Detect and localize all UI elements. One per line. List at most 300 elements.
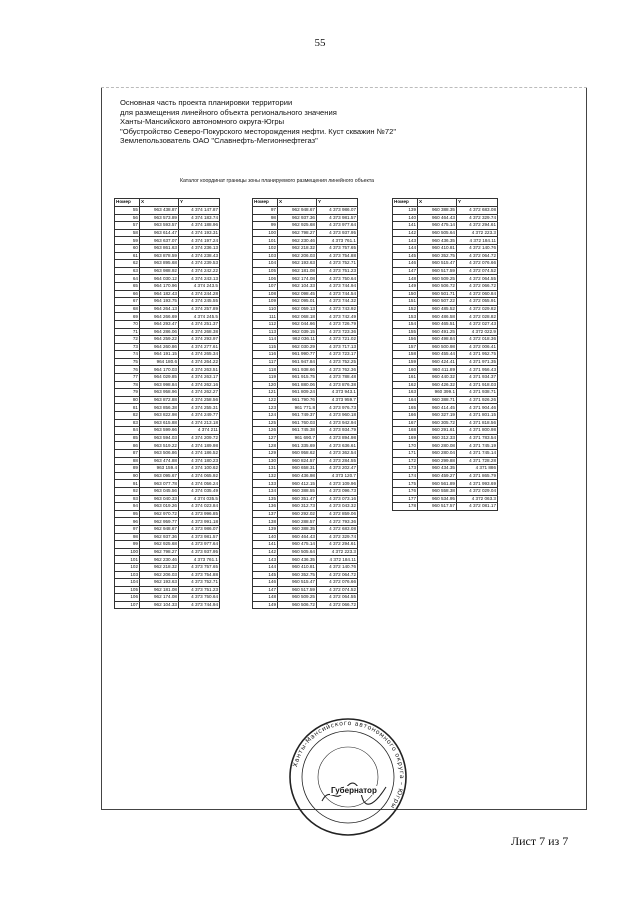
cell-number: 102 bbox=[115, 563, 140, 571]
table-row bbox=[115, 343, 220, 351]
cell-number: 86 bbox=[115, 442, 140, 450]
cell-x: 962 970.72 bbox=[140, 510, 179, 518]
cell-number: 126 bbox=[253, 427, 278, 435]
cell-number: 137 bbox=[253, 510, 278, 518]
cell-y: 4 373 986.07 bbox=[317, 207, 358, 215]
cell-number: 168 bbox=[393, 427, 418, 435]
table-row bbox=[115, 320, 220, 328]
cell-x: 961 771.8 bbox=[278, 404, 317, 412]
table-row bbox=[253, 229, 358, 237]
table-row bbox=[393, 298, 498, 306]
cell-number: 159 bbox=[393, 358, 418, 366]
table-row bbox=[253, 252, 358, 260]
cell-number: 123 bbox=[253, 404, 278, 412]
table-row bbox=[115, 586, 220, 594]
cell-x: 960 505.64 bbox=[418, 229, 457, 237]
cell-y: 4 372 076.66 bbox=[457, 260, 498, 268]
cell-y: 4 374 244.28 bbox=[179, 290, 220, 298]
cell-number: 145 bbox=[253, 571, 278, 579]
cell-y: 4 373 977.64 bbox=[317, 222, 358, 230]
cell-x: 963 506.86 bbox=[140, 450, 179, 458]
table-row bbox=[253, 328, 358, 336]
table-row bbox=[393, 313, 498, 321]
cell-x: 963 998.84 bbox=[140, 381, 179, 389]
cell-number: 146 bbox=[393, 260, 418, 268]
cell-y: 4 372 683.08 bbox=[457, 207, 498, 215]
cell-y: 4 373 943.1 bbox=[317, 389, 358, 397]
table-row bbox=[115, 252, 220, 260]
cell-number: 124 bbox=[253, 412, 278, 420]
coordinates-table bbox=[252, 198, 358, 609]
cell-y: 4 373 976.73 bbox=[317, 404, 358, 412]
cell-x: 960 475.14 bbox=[418, 222, 457, 230]
cell-x: 960 515.47 bbox=[278, 579, 317, 587]
table-row bbox=[393, 320, 498, 328]
cell-y: 4 373 742.49 bbox=[317, 313, 358, 321]
cell-number: 89 bbox=[115, 465, 140, 473]
cell-x: 960 388.55 bbox=[278, 487, 317, 495]
table-row bbox=[253, 442, 358, 450]
table-row bbox=[393, 328, 498, 336]
cell-x: 963 988.92 bbox=[140, 267, 179, 275]
cell-number: 162 bbox=[393, 381, 418, 389]
table-row bbox=[253, 563, 358, 571]
cell-number: 107 bbox=[115, 601, 140, 609]
cell-y: 4 373 120.7 bbox=[317, 472, 358, 480]
cell-y: 4 373 942.94 bbox=[317, 419, 358, 427]
column-header-number: Номер bbox=[253, 199, 278, 207]
cell-x: 963 095.67 bbox=[140, 472, 179, 480]
cell-y: 4 372 027.43 bbox=[457, 320, 498, 328]
cell-x: 962 206.03 bbox=[140, 571, 179, 579]
cell-x: 960 280.04 bbox=[418, 450, 457, 458]
table-row bbox=[253, 579, 358, 587]
table-row bbox=[253, 237, 358, 245]
cell-x: 961 790.76 bbox=[278, 396, 317, 404]
table-row bbox=[253, 313, 358, 321]
cell-y: 4 372 076.66 bbox=[317, 579, 358, 587]
cell-number: 71 bbox=[115, 328, 140, 336]
table-row bbox=[115, 465, 220, 473]
coordinates-table bbox=[114, 198, 220, 609]
cell-y: 4 371 938.71 bbox=[457, 389, 498, 397]
table-row bbox=[115, 412, 220, 420]
cell-number: 119 bbox=[253, 374, 278, 382]
cell-y: 4 374 277.61 bbox=[179, 343, 220, 351]
cell-x: 962 181.08 bbox=[140, 586, 179, 594]
cell-x: 960 291.61 bbox=[418, 427, 457, 435]
cell-number: 67 bbox=[115, 298, 140, 306]
cell-x: 960 464.43 bbox=[418, 214, 457, 222]
cell-x: 962 044.66 bbox=[278, 320, 317, 328]
cell-x: 961 335.69 bbox=[278, 442, 317, 450]
cell-y: 4 374 056.24 bbox=[179, 480, 220, 488]
cell-number: 81 bbox=[115, 404, 140, 412]
cell-y: 4 373 096.73 bbox=[317, 487, 358, 495]
cell-x: 960 475.14 bbox=[278, 541, 317, 549]
cell-x: 962 925.68 bbox=[140, 541, 179, 549]
cell-y: 4 374 183.74 bbox=[179, 214, 220, 222]
table-row bbox=[253, 336, 358, 344]
cell-x: 963 159.4 bbox=[140, 465, 179, 473]
cell-x: 960 292.02 bbox=[278, 510, 317, 518]
table-row bbox=[393, 305, 498, 313]
official-seal bbox=[287, 716, 409, 838]
table-row bbox=[115, 389, 220, 397]
cell-y: 4 373 959.7 bbox=[317, 396, 358, 404]
table-row bbox=[253, 275, 358, 283]
cell-number: 135 bbox=[253, 495, 278, 503]
cell-number: 79 bbox=[115, 389, 140, 397]
cell-x: 960 412.15 bbox=[278, 480, 317, 488]
cell-y: 4 372 223.3 bbox=[317, 548, 358, 556]
cell-y: 4 374 189.98 bbox=[179, 442, 220, 450]
cell-x: 960 505.64 bbox=[278, 548, 317, 556]
cell-x: 960 517.59 bbox=[278, 586, 317, 594]
cell-y: 4 373 788.48 bbox=[317, 374, 358, 382]
column-header-y: Y bbox=[179, 199, 220, 207]
cell-x: 960 426.32 bbox=[418, 381, 457, 389]
cell-number: 97 bbox=[115, 525, 140, 533]
cell-number: 82 bbox=[115, 412, 140, 420]
cell-y: 4 372 294.61 bbox=[317, 541, 358, 549]
cell-y: 4 374 243.5 bbox=[179, 282, 220, 290]
cell-y: 4 373 636.61 bbox=[317, 442, 358, 450]
cell-y: 4 372 066.72 bbox=[317, 601, 358, 609]
cell-x: 961 809.24 bbox=[278, 389, 317, 397]
cell-number: 146 bbox=[253, 579, 278, 587]
cell-y: 4 371 783.54 bbox=[457, 434, 498, 442]
table-row bbox=[393, 229, 498, 237]
cell-x: 961 749.37 bbox=[278, 412, 317, 420]
cell-number: 172 bbox=[393, 457, 418, 465]
cell-number: 99 bbox=[115, 541, 140, 549]
table-row bbox=[115, 579, 220, 587]
cell-x: 962 218.32 bbox=[140, 563, 179, 571]
table-row bbox=[393, 442, 498, 450]
cell-y: 4 372 074.52 bbox=[317, 586, 358, 594]
table-row bbox=[115, 548, 220, 556]
table-row bbox=[115, 290, 220, 298]
table-row bbox=[115, 450, 220, 458]
cell-x: 962 098.45 bbox=[278, 290, 317, 298]
table-row bbox=[393, 457, 498, 465]
cell-number: 130 bbox=[253, 457, 278, 465]
cell-number: 154 bbox=[393, 320, 418, 328]
cell-number: 59 bbox=[115, 237, 140, 245]
cell-x: 963 822.98 bbox=[140, 412, 179, 420]
cell-y: 4 373 761.1 bbox=[317, 237, 358, 245]
cell-x: 962 798.27 bbox=[140, 548, 179, 556]
cell-number: 109 bbox=[253, 298, 278, 306]
cell-number: 64 bbox=[115, 275, 140, 283]
cell-x: 960 388.35 bbox=[278, 525, 317, 533]
cell-number: 88 bbox=[115, 457, 140, 465]
table-row bbox=[253, 351, 358, 359]
cell-number: 100 bbox=[253, 229, 278, 237]
cell-number: 66 bbox=[115, 290, 140, 298]
cell-y: 4 374 236.13 bbox=[179, 244, 220, 252]
cell-number: 138 bbox=[253, 518, 278, 526]
table-row bbox=[253, 457, 358, 465]
cell-y: 4 371 728.28 bbox=[457, 457, 498, 465]
cell-y: 4 372 081.17 bbox=[457, 503, 498, 511]
cell-x: 964 029.85 bbox=[140, 374, 179, 382]
cell-y: 4 373 751.23 bbox=[317, 267, 358, 275]
table-row bbox=[393, 282, 498, 290]
cell-number: 92 bbox=[115, 487, 140, 495]
cell-y: 4 371 952.75 bbox=[457, 351, 498, 359]
cell-number: 175 bbox=[393, 480, 418, 488]
cell-number: 149 bbox=[393, 282, 418, 290]
cell-y: 4 372 184.11 bbox=[457, 237, 498, 245]
cell-y: 4 372 140.76 bbox=[317, 563, 358, 571]
cell-x: 960 491.25 bbox=[418, 328, 457, 336]
cell-x: 961 947.84 bbox=[278, 358, 317, 366]
cell-number: 142 bbox=[253, 548, 278, 556]
table-row bbox=[115, 518, 220, 526]
cell-number: 116 bbox=[253, 351, 278, 359]
cell-x: 963 861.63 bbox=[140, 244, 179, 252]
cell-x: 964 030.12 bbox=[140, 275, 179, 283]
table-row bbox=[253, 487, 358, 495]
table-row bbox=[253, 260, 358, 268]
cell-x: 964 193.75 bbox=[140, 298, 179, 306]
cell-x: 963 019.26 bbox=[140, 503, 179, 511]
cell-number: 120 bbox=[253, 381, 278, 389]
sheet-number: Лист 7 из 7 bbox=[511, 834, 569, 848]
table-row bbox=[253, 495, 358, 503]
cell-x: 960 312.33 bbox=[418, 434, 457, 442]
cell-number: 87 bbox=[115, 450, 140, 458]
table-row bbox=[115, 594, 220, 602]
table-row bbox=[115, 457, 220, 465]
cell-x: 960 436.35 bbox=[418, 237, 457, 245]
cell-y: 4 374 186.52 bbox=[179, 450, 220, 458]
table-row bbox=[393, 381, 498, 389]
table-row bbox=[115, 336, 220, 344]
cell-y: 4 373 757.65 bbox=[179, 563, 220, 571]
table-row bbox=[253, 571, 358, 579]
cell-x: 960 399.1 bbox=[418, 389, 457, 397]
cell-x: 960 434.35 bbox=[418, 465, 457, 473]
cell-number: 68 bbox=[115, 305, 140, 313]
cell-y: 4 373 751.23 bbox=[179, 586, 220, 594]
cell-y: 4 372 184.11 bbox=[317, 556, 358, 564]
cell-x: 963 615.88 bbox=[140, 419, 179, 427]
table-row bbox=[115, 260, 220, 268]
cell-y: 4 374 100.62 bbox=[179, 465, 220, 473]
table-row bbox=[115, 556, 220, 564]
table-row bbox=[115, 563, 220, 571]
cell-y: 4 374 023.84 bbox=[179, 503, 220, 511]
table-row bbox=[115, 328, 220, 336]
cell-number: 149 bbox=[253, 601, 278, 609]
cell-x: 960 517.59 bbox=[418, 267, 457, 275]
cell-x: 963 077.78 bbox=[140, 480, 179, 488]
cell-number: 157 bbox=[393, 343, 418, 351]
cell-number: 171 bbox=[393, 450, 418, 458]
cell-y: 4 373 981.57 bbox=[317, 214, 358, 222]
cell-number: 148 bbox=[393, 275, 418, 283]
table-row bbox=[253, 282, 358, 290]
cell-x: 960 411.89 bbox=[418, 366, 457, 374]
cell-y: 4 372 018.36 bbox=[457, 336, 498, 344]
cell-y: 4 373 750.64 bbox=[179, 594, 220, 602]
cell-x: 960 561.89 bbox=[418, 480, 457, 488]
table-row bbox=[393, 404, 498, 412]
cell-number: 125 bbox=[253, 419, 278, 427]
cell-y: 4 374 245.5 bbox=[179, 313, 220, 321]
table-row bbox=[253, 518, 358, 526]
cell-x: 963 045.56 bbox=[140, 487, 179, 495]
cell-x: 962 174.08 bbox=[278, 275, 317, 283]
cell-y: 4 374 255.31 bbox=[179, 404, 220, 412]
cell-x: 964 191.15 bbox=[140, 351, 179, 359]
cell-y: 4 371 886 bbox=[457, 465, 498, 473]
cell-number: 148 bbox=[253, 594, 278, 602]
table-row bbox=[115, 366, 220, 374]
cell-y: 4 372 063.3 bbox=[457, 495, 498, 503]
cell-x: 962 948.67 bbox=[278, 207, 317, 215]
cell-x: 961 915.75 bbox=[278, 374, 317, 382]
cell-y: 4 374 263.17 bbox=[179, 374, 220, 382]
table-row bbox=[115, 275, 220, 283]
cell-y: 4 373 721.02 bbox=[317, 336, 358, 344]
table-row bbox=[115, 298, 220, 306]
column-header-number: Номер bbox=[115, 199, 140, 207]
cell-number: 69 bbox=[115, 313, 140, 321]
cell-x: 963 856.38 bbox=[140, 404, 179, 412]
cell-y: 4 371 800.98 bbox=[457, 427, 498, 435]
table-row bbox=[393, 260, 498, 268]
cell-number: 117 bbox=[253, 358, 278, 366]
cell-y: 4 373 754.88 bbox=[317, 252, 358, 260]
cell-number: 128 bbox=[253, 442, 278, 450]
cell-x: 962 095.01 bbox=[278, 298, 317, 306]
cell-y: 4 373 744.54 bbox=[317, 290, 358, 298]
table-row bbox=[393, 450, 498, 458]
cell-x: 963 438.87 bbox=[140, 207, 179, 215]
cell-number: 155 bbox=[393, 328, 418, 336]
cell-number: 121 bbox=[253, 389, 278, 397]
cell-x: 963 637.07 bbox=[140, 237, 179, 245]
header-line: "Обустройство Северо-Покурского месторождения нефти. Куст скважин №72" bbox=[120, 126, 397, 136]
cell-x: 960 658.31 bbox=[278, 465, 317, 473]
table-row bbox=[393, 244, 498, 252]
column-header-number: Номер bbox=[393, 199, 418, 207]
cell-number: 85 bbox=[115, 434, 140, 442]
cell-x: 960 824.57 bbox=[278, 457, 317, 465]
table-row bbox=[253, 290, 358, 298]
cell-y: 4 373 723.36 bbox=[317, 328, 358, 336]
cell-x: 960 517.57 bbox=[418, 503, 457, 511]
cell-x: 962 068.18 bbox=[278, 313, 317, 321]
table-row bbox=[393, 374, 498, 382]
table-row bbox=[253, 510, 358, 518]
cell-y: 4 371 904.46 bbox=[457, 404, 498, 412]
cell-number: 136 bbox=[253, 503, 278, 511]
cell-y: 4 374 242.22 bbox=[179, 267, 220, 275]
table-row bbox=[393, 503, 498, 511]
cell-number: 177 bbox=[393, 495, 418, 503]
table-row bbox=[253, 404, 358, 412]
cell-x: 960 414.45 bbox=[418, 404, 457, 412]
table-row bbox=[115, 267, 220, 275]
cell-x: 961 990.77 bbox=[278, 351, 317, 359]
cell-y: 4 374 239.53 bbox=[179, 260, 220, 268]
cell-x: 964 260.86 bbox=[140, 343, 179, 351]
table-row bbox=[393, 480, 498, 488]
table-row bbox=[253, 601, 358, 609]
cell-x: 962 798.27 bbox=[278, 229, 317, 237]
cell-number: 63 bbox=[115, 267, 140, 275]
cell-x: 960 558.38 bbox=[418, 487, 457, 495]
cell-x: 960 486.58 bbox=[418, 313, 457, 321]
cell-number: 58 bbox=[115, 229, 140, 237]
table-row bbox=[393, 396, 498, 404]
table-row bbox=[115, 222, 220, 230]
cell-x: 962 937.36 bbox=[140, 533, 179, 541]
cell-x: 963 599.66 bbox=[140, 427, 179, 435]
cell-number: 80 bbox=[115, 396, 140, 404]
cell-y: 4 374 188.96 bbox=[179, 222, 220, 230]
cell-x: 962 948.67 bbox=[140, 525, 179, 533]
table-row bbox=[253, 594, 358, 602]
cell-y: 4 373 960.18 bbox=[317, 412, 358, 420]
table-row bbox=[115, 374, 220, 382]
table-row bbox=[393, 434, 498, 442]
table-row bbox=[393, 275, 498, 283]
cell-x: 962 030.29 bbox=[278, 343, 317, 351]
table-row bbox=[253, 214, 358, 222]
table-row bbox=[393, 465, 498, 473]
cell-y: 4 373 876.38 bbox=[317, 381, 358, 389]
cell-number: 169 bbox=[393, 434, 418, 442]
cell-x: 964 286.06 bbox=[140, 328, 179, 336]
table-row bbox=[393, 419, 498, 427]
cell-number: 144 bbox=[253, 563, 278, 571]
cell-x: 960 436.98 bbox=[278, 472, 317, 480]
table-row bbox=[253, 450, 358, 458]
cell-number: 132 bbox=[253, 472, 278, 480]
cell-y: 4 373 934.79 bbox=[317, 427, 358, 435]
cell-number: 98 bbox=[115, 533, 140, 541]
cell-x: 960 280.08 bbox=[418, 442, 457, 450]
cell-number: 161 bbox=[393, 374, 418, 382]
cell-number: 143 bbox=[253, 556, 278, 564]
cell-x: 962 959.77 bbox=[140, 518, 179, 526]
cell-x: 960 410.81 bbox=[418, 244, 457, 252]
cell-x: 963 040.33 bbox=[140, 495, 179, 503]
cell-x: 960 506.72 bbox=[418, 282, 457, 290]
table-row bbox=[253, 366, 358, 374]
cell-x: 962 230.46 bbox=[140, 556, 179, 564]
cell-number: 76 bbox=[115, 366, 140, 374]
cell-x: 963 614.47 bbox=[140, 229, 179, 237]
cell-x: 963 593.57 bbox=[140, 222, 179, 230]
cell-number: 91 bbox=[115, 480, 140, 488]
table-row bbox=[253, 525, 358, 533]
cell-number: 129 bbox=[253, 450, 278, 458]
cell-y: 4 373 073.16 bbox=[317, 495, 358, 503]
table-row bbox=[253, 586, 358, 594]
cell-y: 4 374 263.51 bbox=[179, 366, 220, 374]
table-row bbox=[253, 480, 358, 488]
cell-x: 960 424.41 bbox=[418, 358, 457, 366]
cell-y: 4 371 971.35 bbox=[457, 358, 498, 366]
cell-number: 83 bbox=[115, 419, 140, 427]
